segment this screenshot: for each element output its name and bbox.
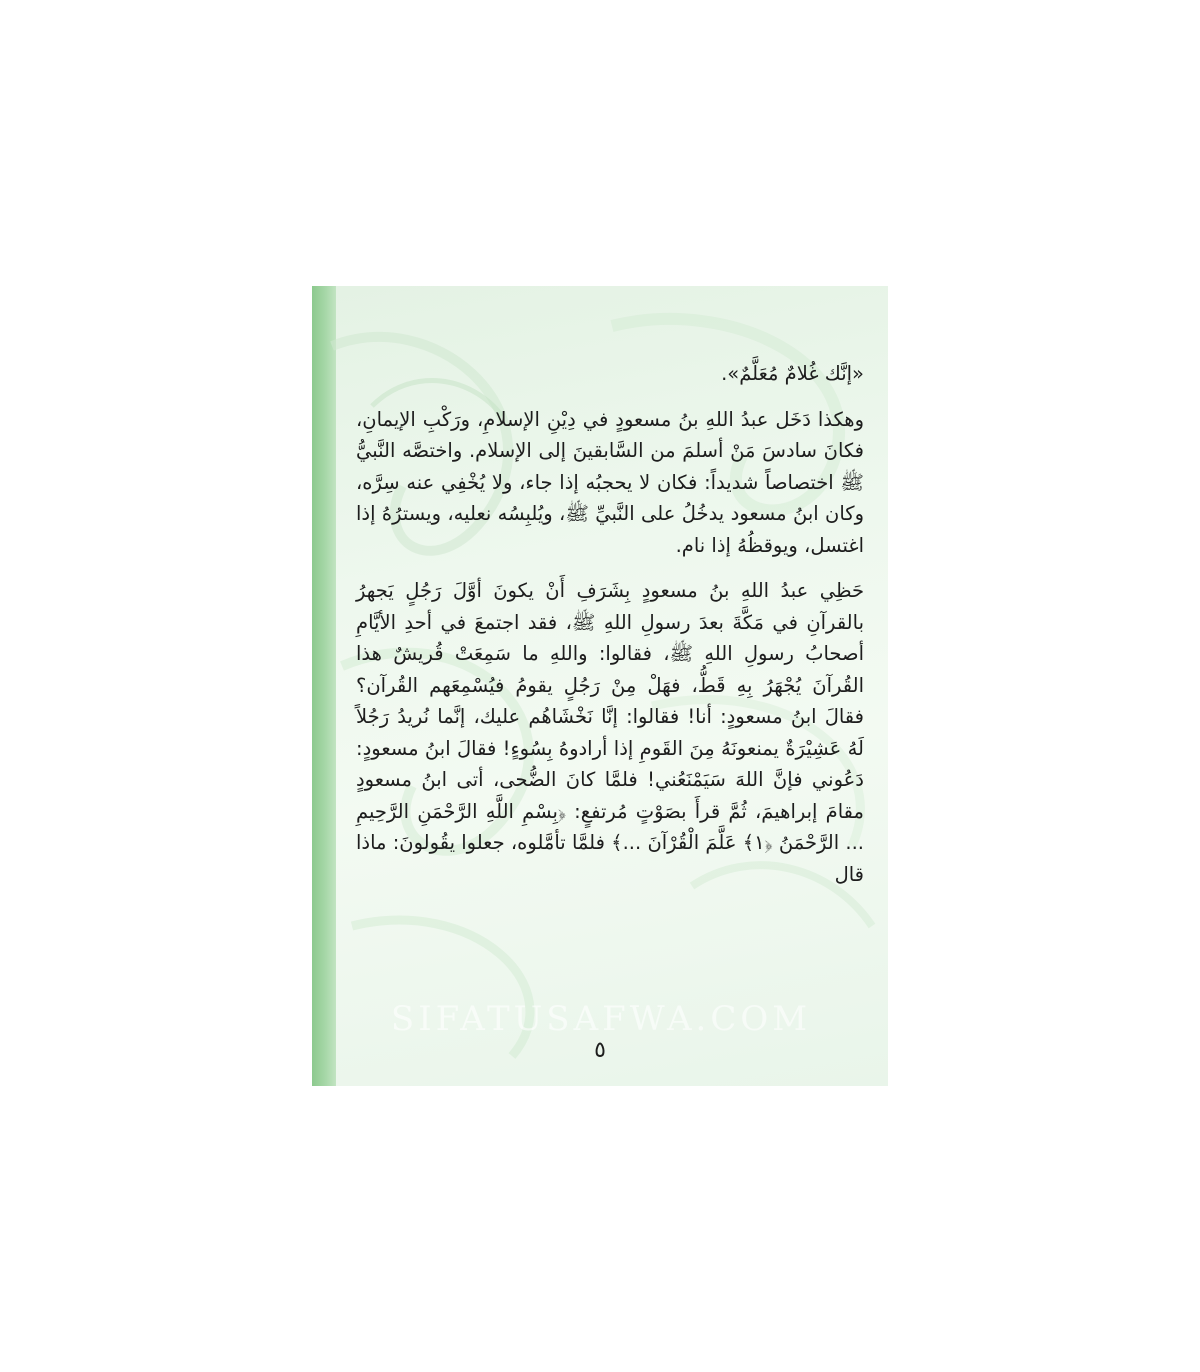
- paragraph: وهكذا دَخَل عبدُ اللهِ بنُ مسعودٍ في دِيْنِ الإسلامِ، ورَكْبِ الإيمانِ، فكانَ سادسَ مَنْ أسلمَ من السَّابقينَ إلى الإسلام. واختصَّه النَّبيُّ ﷺ اختصاصاً شديداً: فكان لا يحجبُه إذا جاء، ولا يُخْفِي عنه سِرَّه، وكان ابنُ مسعود يدخُلُ على النَّبيِّ ﷺ، ويُلبِسُه نعليه، ويسترُهُ إذا اغتسل، ويوقظُهُ إذا نام.: [356, 407, 864, 557]
- site-watermark: SIFATUSAFWA.COM: [390, 999, 812, 1039]
- page-number: ٥: [594, 1038, 606, 1063]
- paragraph: حَظِي عبدُ اللهِ بنُ مسعودٍ بِشَرَفِ أَنْ يكونَ أوَّلَ رَجُلٍ يَجهرُ بالقرآنِ في مَكَّةَ بعدَ رسولِ اللهِ ﷺ، فقد اجتمعَ في أحدِ الأيَّامِ أصحابُ رسولِ اللهِ ﷺ، فقالوا: واللهِ ما سَمِعَتْ قُريشٌ هذا القُرآنَ يُجْهَرُ بِهِ قَطُّ، فهَلْ مِنْ رَجُلٍ يقومُ فيُسْمِعَهم القُرآن؟ فقالَ ابنُ مسعودٍ: أنا! فقالوا: إنَّا نَخْشَاهُم عليك، إنَّما نُريدُ رَجُلاً لَهُ عَشِيْرَةٌ يمنعونَهُ مِنَ القَومِ إذا أرادوهُ بِسُوءٍ! فقالَ ابنُ مسعودٍ: دَعُوني فإنَّ اللهَ سَيَمْنَعُني! فلمَّا كانَ الضُّحى، أتى ابنُ مسعودٍ مقامَ إبراهيمَ، ثُمَّ قرأَ بصَوْتٍ مُرتفعٍ: ﴿بِسْمِ اللَّهِ الرَّحْمَنِ الرَّحِيمِ ... الرَّحْمَنُ ﴿١﴾ عَلَّمَ الْقُرْآنَ ...﴾ فلمَّا تأمَّلوه، جعلوا يقُولونَ: ماذا قال: [356, 579, 864, 886]
- paragraph: «إنَّك غُلامٌ مُعَلَّمٌ».: [721, 362, 864, 385]
- book-page: [312, 286, 888, 1086]
- body-text: [356, 358, 864, 904]
